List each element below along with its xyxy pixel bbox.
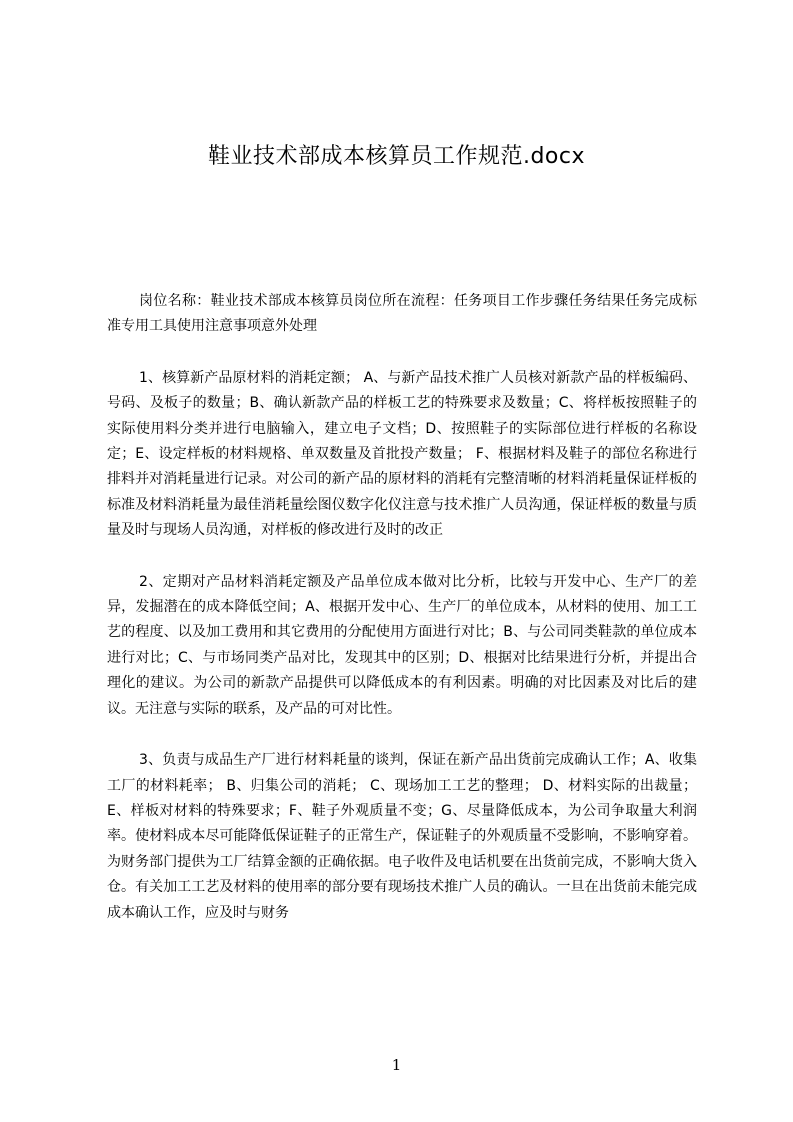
document-title: 鞋业技术部成本核算员工作规范.docx [207,144,586,169]
paragraph-item-2: 2、定期对产品材料消耗定额及产品单位成本做对比分析，比较与开发中心、生产厂的差异，发掘潜在的成本降低空间；A、根据开发中心、生产厂的单位成本，从材料的使用、加工工艺的程度、以及加工费用和其它费用的分配使用方面进行对比；B、与公司同类鞋款的单位成本进行对比；C、与市场同类产品对比，发现其中的区别；D、根据对比结果进行分析，并提出合理化的建议。为公司的新款产品提供可以降低成本的有利因素。明确的对比因素及对比后的建议。无注意与实际的联系，及产品的可对比性。 [107,573,697,717]
paragraph-item-3: 3、负责与成品生产厂进行材料耗量的谈判，保证在新产品出货前完成确认工作；A、收集工厂的材料耗率； B、归集公司的消耗； C、现场加工工艺的整理； D、材料实际的出裁量；E、样板对材料的特殊要求；F、鞋子外观质量不变；G、尽量降低成本，为公司争取量大利润率。使材料成本尽可能降低保证鞋子的正常生产，保证鞋子的外观质量不受影响，不影响穿着。为财务部门提供为工厂结算金额的正确依据。电子收件及电话机要在出货前完成，不影响大货入仓。有关加工工艺及材料的使用率的部分要有现场技术推广人员的确认。一旦在出货前未能完成成本确认工作，应及时与财务 [107,752,697,921]
page-number: 1 [391,1056,402,1074]
document-body [107,289,697,952]
paragraph-position-info: 岗位名称：鞋业技术部成本核算员岗位所在流程：任务项目工作步骤任务结果任务完成标准专用工具使用注意事项意外处理 [107,293,697,335]
paragraph-item-1: 1、核算新产品原材料的消耗定额； A、与新产品技术推广人员核对新款产品的样板编码、号码、及板子的数量；B、确认新款产品的样板工艺的特殊要求及数量；C、将样板按照鞋子的实际使用料分类并进行电脑输入，建立电子文档；D、按照鞋子的实际部位进行样板的名称设定；E、设定样板的材料规格、单双数量及首批投产数量； F、根据材料及鞋子的部位名称进行排料并对消耗量进行记录。对公司的新产品的原材料的消耗有完整清晰的材料消耗量保证样板的标准及材料消耗量为最佳消耗量绘图仪数字化仪注意与技术推广人员沟通，保证样板的数量与质量及时与现场人员沟通，对样板的修改进行及时的改正 [107,369,697,539]
